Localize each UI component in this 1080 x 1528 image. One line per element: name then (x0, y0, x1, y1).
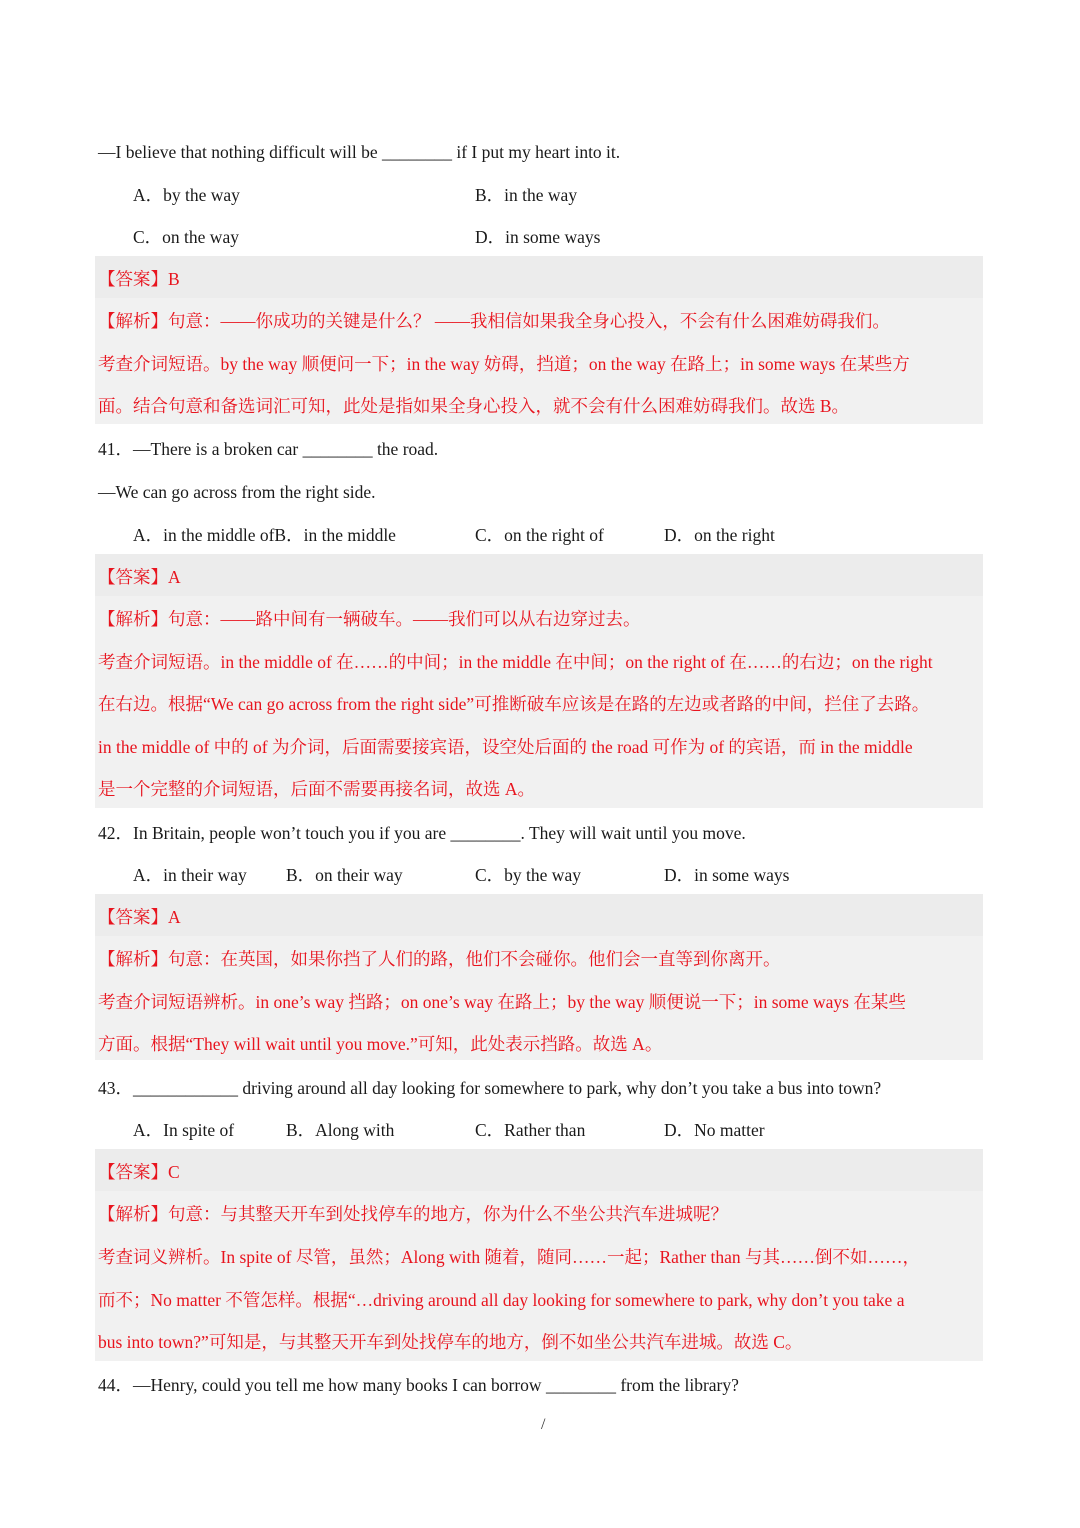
q43-analysis-line-3: 而不；No matter 不管怎样。根据“…driving around all day looking for somewhere to park, why don’t you take a (98, 1290, 905, 1310)
q40-option-d: D．in some ways (475, 227, 601, 247)
q42-stem: 42．In Britain, people won’t touch you if you are ________. They will wait until you move. (98, 823, 746, 843)
q42-answer: 【答案】A (98, 907, 181, 927)
q40-analysis-line-2: 考查介词短语。by the way 顺便问一下；in the way 妨碍，挡道；on the way 在路上；in some ways 在某些方 (98, 354, 910, 374)
q43-option-b: B．Along with (286, 1120, 395, 1140)
q40-answer: 【答案】B (98, 269, 180, 289)
q42-analysis-line-3: 方面。根据“They will wait until you move.”可知，此处表示挡路。故选 A。 (98, 1034, 663, 1054)
q40-analysis-line-1: 【解析】句意：——你成功的关键是什么？ ——我相信如果我全身心投入，不会有什么困难妨碍我们。 (98, 311, 890, 331)
q41-option-ab: A．in the middle ofB．in the middle (133, 525, 396, 545)
q42-analysis-line-2: 考查介词短语辨析。in one’s way 挡路；on one’s way 在路上；by the way 顺便说一下；in some ways 在某些 (98, 992, 906, 1012)
q43-analysis-line-4: bus into town?”可知是，与其整天开车到处找停车的地方，倒不如坐公共汽车进城。故选 C。 (98, 1332, 803, 1352)
q43-answer: 【答案】C (98, 1162, 180, 1182)
q42-option-a: A．in their way (133, 865, 247, 885)
q43-option-d: D．No matter (664, 1120, 765, 1140)
q43-stem: 43．____________ driving around all day looking for somewhere to park, why don’t you take a bus into town? (98, 1078, 882, 1098)
q40-stem: —I believe that nothing difficult will be ________ if I put my heart into it. (98, 142, 621, 162)
q40-option-b: B．in the way (475, 185, 578, 205)
q42-option-b: B．on their way (286, 865, 403, 885)
q41-analysis-line-2: 考查介词短语。in the middle of 在……的中间；in the middle 在中间；on the right of 在……的右边；on the right (98, 652, 933, 672)
q40-analysis-line-3: 面。结合句意和备选词汇可知，此处是指如果全身心投入，就不会有什么困难妨碍我们。故选 B。 (98, 396, 850, 416)
q41-analysis-line-1: 【解析】句意：——路中间有一辆破车。——我们可以从右边穿过去。 (98, 609, 641, 629)
q43-option-a: A．In spite of (133, 1120, 235, 1140)
q41-answer-band (95, 554, 983, 596)
q42-option-c: C．by the way (475, 865, 581, 885)
q43-analysis-line-2: 考查词义辨析。In spite of 尽管，虽然；Along with 随着，随同……一起；Rather than 与其……倒不如……， (98, 1247, 920, 1267)
q42-answer-band (95, 894, 983, 936)
q43-answer-band (95, 1149, 983, 1191)
q41-analysis-line-5: 是一个完整的介词短语，后面不需要再接名词，故选 A。 (98, 779, 536, 799)
q43-analysis-line-1: 【解析】句意：与其整天开车到处找停车的地方，你为什么不坐公共汽车进城呢？ (98, 1204, 728, 1224)
q41-analysis-line-3: 在右边。根据“We can go across from the right side”可推断破车应该是在路的左边或者路的中间，拦住了去路。 (98, 694, 930, 714)
q42-option-d: D．in some ways (664, 865, 790, 885)
q44-stem: 44．—Henry, could you tell me how many books I can borrow ________ from the library? (98, 1375, 739, 1395)
q43-option-c: C．Rather than (475, 1120, 586, 1140)
q41-option-c: C．on the right of (475, 525, 604, 545)
q41-analysis-line-4: in the middle of 中的 of 为介词，后面需要接宾语，设空处后面的 the road 可作为 of 的宾语，而 in the middle (98, 737, 913, 757)
q41-stem-reply: —We can go across from the right side. (98, 482, 376, 502)
q41-answer: 【答案】A (98, 567, 181, 587)
q40-answer-band (95, 256, 983, 298)
q41-stem: 41．—There is a broken car ________ the road. (98, 439, 439, 459)
q40-option-c: C．on the way (133, 227, 239, 247)
q42-analysis-line-1: 【解析】句意：在英国，如果你挡了人们的路，他们不会碰你。他们会一直等到你离开。 (98, 949, 781, 969)
page-footer: / (541, 1416, 546, 1433)
q40-option-a: A．by the way (133, 185, 240, 205)
q41-option-d: D．on the right (664, 525, 775, 545)
